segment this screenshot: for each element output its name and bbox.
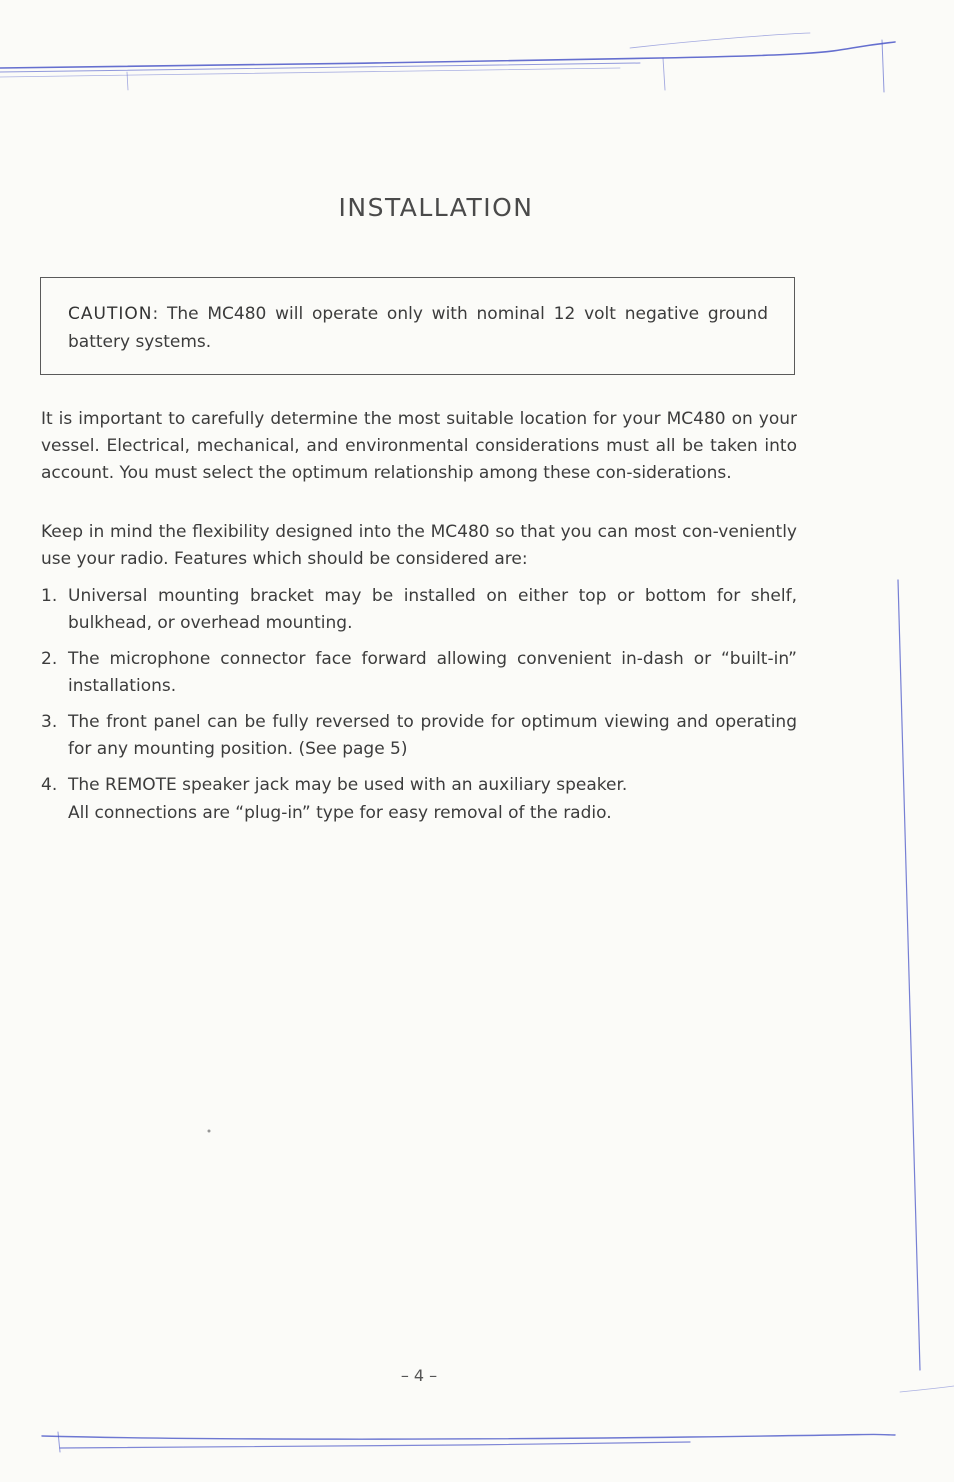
list-number: 3. (41, 712, 58, 732)
features-list (41, 583, 797, 808)
list-text: The microphone connector face forward allowing convenient in-dash or “built-in” installations. (68, 649, 797, 696)
list-number: 2. (41, 649, 58, 669)
list-item (41, 583, 797, 637)
closing-note: All connections are “plug-in” type for easy removal of the radio. (68, 803, 612, 823)
list-text: Universal mounting bracket may be installed on either top or bottom for shelf, bulkhead, or overhead mounting. (68, 586, 797, 633)
caution-label: CAUTION (68, 304, 153, 324)
page-title: INSTALLATION (338, 193, 534, 222)
list-item (41, 772, 797, 799)
list-item (41, 646, 797, 700)
caution-box (40, 277, 795, 375)
list-item (41, 709, 797, 763)
caution-text: : The MC480 will operate only with nominal 12 volt negative ground battery systems. (68, 304, 768, 352)
list-number: 1. (41, 586, 58, 606)
intro-paragraph: It is important to carefully determine the most suitable location for your MC480 on your vessel. Electrical, mechanical, and environmental considerations must all be taken into account. You must select the optimum relationship among these con-siderations. (41, 409, 797, 483)
list-text: The REMOTE speaker jack may be used with an auxiliary speaker. (68, 775, 628, 795)
page-number: – 4 – (400, 1366, 438, 1385)
features-intro-paragraph: Keep in mind the flexibility designed into the MC480 so that you can most con-veniently use your radio. Features which should be considered are: (41, 522, 797, 569)
list-text: The front panel can be fully reversed to provide for optimum viewing and operating for any mounting position. (See page 5) (68, 712, 797, 759)
list-number: 4. (41, 775, 58, 795)
